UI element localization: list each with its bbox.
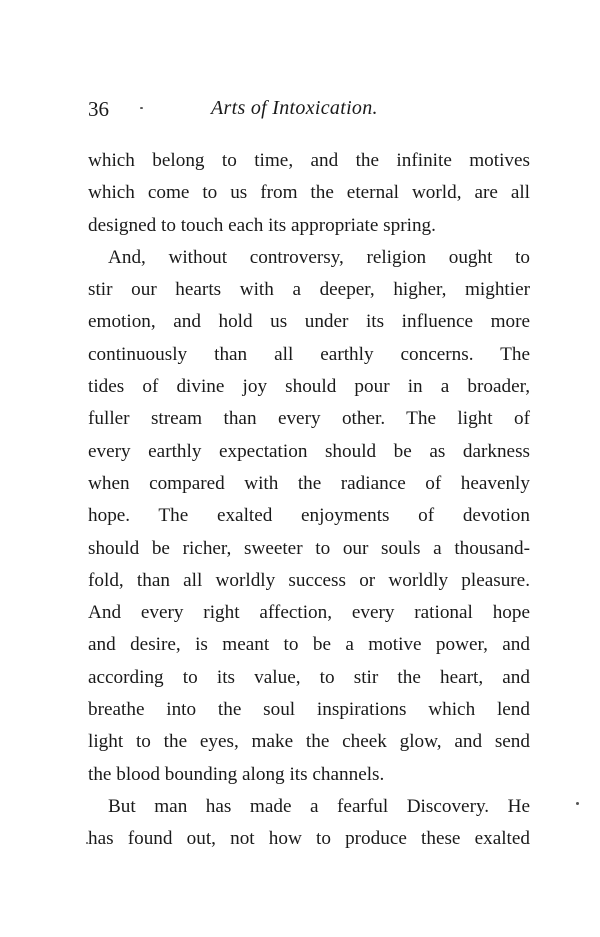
text-line: when compared with the radiance of heavenly (88, 472, 530, 494)
text-line: hope. The exalted enjoyments of devotion (88, 505, 530, 527)
text-line: continuously than all earthly concerns. The (88, 343, 530, 365)
text-line: the blood bounding along its channels. (88, 763, 385, 785)
running-head (88, 97, 528, 127)
text-line: emotion, and hold us under its influence more (88, 311, 530, 333)
text-line: according to its value, to stir the heart, and (88, 666, 530, 688)
text-line: has found out, not how to produce these exalted (88, 828, 530, 850)
text-line: stir our hearts with a deeper, higher, mightier (88, 279, 530, 301)
text-line: tides of divine joy should pour in a broader, (88, 376, 530, 398)
print-speck (576, 802, 579, 805)
text-line: designed to touch each its appropriate spring. (88, 214, 436, 236)
text-line: and desire, is meant to be a motive power, and (88, 634, 530, 656)
text-line: which belong to time, and the infinite motives (88, 150, 530, 171)
text-line: every earthly expectation should be as darkness (88, 440, 530, 462)
text-line: fold, than all worldly success or worldly pleasure. (88, 569, 530, 591)
text-line: And every right affection, every rational hope (88, 602, 530, 624)
paragraph-first-line: And, without controversy, religion ought to (108, 246, 530, 268)
running-title: Arts of Intoxication. (211, 97, 378, 119)
text-line: fuller stream than every other. The light of (88, 408, 530, 430)
body-text (88, 145, 530, 856)
page-number: 36 (88, 97, 109, 121)
text-line: which come to us from the eternal world, are all (88, 182, 530, 204)
paragraph-first-line: But man has made a fearful Discovery. He (108, 795, 530, 817)
text-line: should be richer, sweeter to our souls a thousand- (88, 537, 530, 559)
print-speck (86, 842, 88, 844)
print-speck (140, 107, 143, 109)
text-line: breathe into the soul inspirations which lend (88, 699, 530, 721)
text-line: light to the eyes, make the cheek glow, and send (88, 731, 530, 753)
